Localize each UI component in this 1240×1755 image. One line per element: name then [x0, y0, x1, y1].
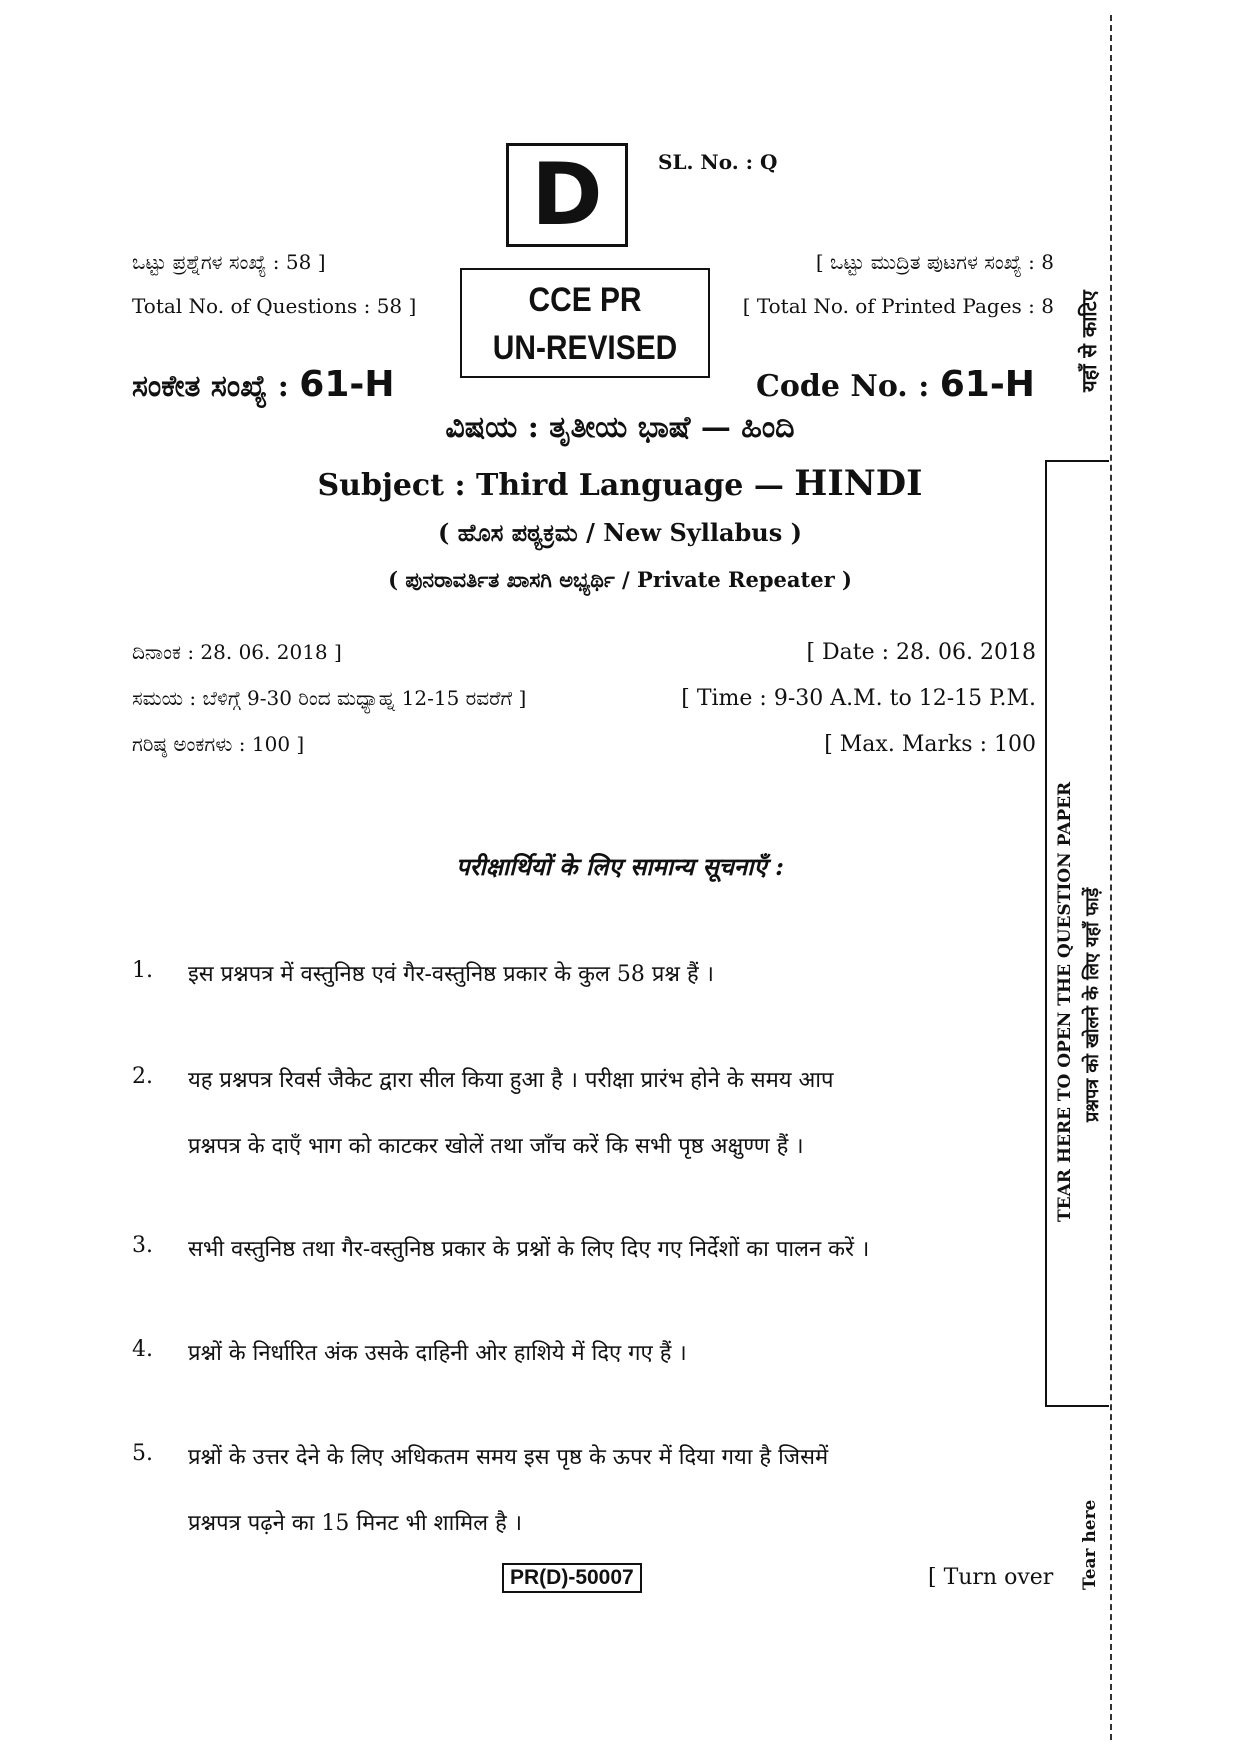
instruction-text: प्रश्नों के उत्तर देने के लिए अधिकतम समय इस पृष्ठ के ऊपर में दिया गया है जिसमें: [188, 1445, 829, 1470]
total-questions-en: Total No. of Questions : 58 ]: [132, 294, 417, 318]
printed-pages-en: [ Total No. of Printed Pages : 8: [742, 294, 1054, 318]
tear-dashed-line: [1110, 15, 1112, 1740]
code-en-label: Code No. :: [756, 369, 930, 404]
tear-instruction-hi: प्रश्नपत्र को खोलने के लिए यहाँ फाड़ें: [1082, 887, 1103, 1122]
code-kn-value: 61-H: [299, 364, 395, 405]
instruction-text: इस प्रश्नपत्र में वस्तुनिष्ठ एवं गैर-वस्तुनिष्ठ प्रकार के कुल 58 प्रश्न हैं ।: [188, 962, 714, 987]
instruction-number: 5.: [132, 1441, 153, 1466]
cut-here-label: यहाँ से काटिए: [1077, 290, 1101, 392]
printed-pages-kn: [ ಒಟ್ಟು ಮುದ್ರಿತ ಪುಟಗಳ ಸಂಖ್ಯೆ : 8: [815, 250, 1054, 274]
subject-english-prefix: Subject : Third Language —: [317, 468, 784, 503]
set-letter-box: [506, 143, 628, 247]
instructions-title: परीक्षार्थियों के लिए सामान्य सूचनाएँ :: [456, 852, 784, 881]
paper-code: PR(D)-50007: [502, 1563, 642, 1593]
instruction-number: 4.: [132, 1337, 153, 1362]
time-en: [ Time : 9-30 A.M. to 12-15 P.M.: [681, 686, 1036, 711]
candidate-type: ( ಪುನರಾವರ್ತಿತ ಖಾಸಗಿ ಅಭ್ಯರ್ಥಿ / Private Repeater ): [388, 567, 852, 592]
instruction-number: 2.: [132, 1064, 153, 1089]
code-en-value: 61-H: [939, 364, 1035, 405]
tear-here-label: Tear here: [1080, 1499, 1100, 1590]
instruction-number: 1.: [132, 958, 153, 983]
instruction-text-continued: प्रश्नपत्र के दाएँ भाग को काटकर खोलें तथा जाँच करें कि सभी पृष्ठ अक्षुण्ण हैं ।: [188, 1134, 804, 1159]
date-kn: ದಿನಾಂಕ : 28. 06. 2018 ]: [132, 640, 342, 664]
marks-kn: ಗರಿಷ್ಠ ಅಂಕಗಳು : 100 ]: [132, 732, 305, 756]
instruction-text: यह प्रश्नपत्र रिवर्स जैकेट द्वारा सील किया हुआ है । परीक्षा प्रारंभ होने के समय आप: [188, 1068, 834, 1093]
code-kn: [132, 364, 394, 405]
set-letter: D: [531, 145, 603, 245]
paper-type-box: [460, 268, 710, 378]
total-questions-kn: ಒಟ್ಟು ಪ್ರಶ್ನೆಗಳ ಸಂಖ್ಯೆ : 58 ]: [132, 250, 326, 274]
instruction-text-continued: प्रश्नपत्र पढ़ने का 15 मिनट भी शामिल है ।: [188, 1511, 523, 1536]
marks-en: [ Max. Marks : 100: [824, 732, 1036, 757]
paper-type-line1: CCE PR: [528, 281, 642, 319]
instruction-number: 3.: [132, 1233, 153, 1258]
serial-number: SL. No. : Q: [658, 150, 778, 174]
subject-kannada: ವಿಷಯ : ತೃತೀಯ ಭಾಷೆ — ಹಿಂದಿ: [445, 410, 795, 445]
syllabus: ( ಹೊಸ ಪಠ್ಯಕ್ರಮ / New Syllabus ): [438, 518, 802, 547]
code-kn-label: ಸಂಕೇತ ಸಂಖ್ಯೆ :: [132, 369, 289, 404]
subject-english-lang: HINDI: [794, 463, 923, 504]
tear-instruction-en: TEAR HERE TO OPEN THE QUESTION PAPER: [1055, 781, 1075, 1222]
code-en: [756, 364, 1035, 405]
instruction-text: प्रश्नों के निर्धारित अंक उसके दाहिनी ओर हाशिये में दिए गए हैं ।: [188, 1341, 687, 1366]
turn-over: [ Turn over: [928, 1565, 1054, 1590]
date-en: [ Date : 28. 06. 2018: [806, 640, 1036, 665]
time-kn: ಸಮಯ : ಬೆಳಿಗ್ಗೆ 9-30 ರಿಂದ ಮಧ್ಯಾಹ್ನ 12-15 ರವರೆಗೆ ]: [132, 686, 527, 710]
instruction-text: सभी वस्तुनिष्ठ तथा गैर-वस्तुनिष्ठ प्रकार के प्रश्नों के लिए दिए गए निर्देशों का पालन करें ।: [188, 1237, 870, 1262]
paper-type-line2: UN-REVISED: [492, 329, 678, 367]
